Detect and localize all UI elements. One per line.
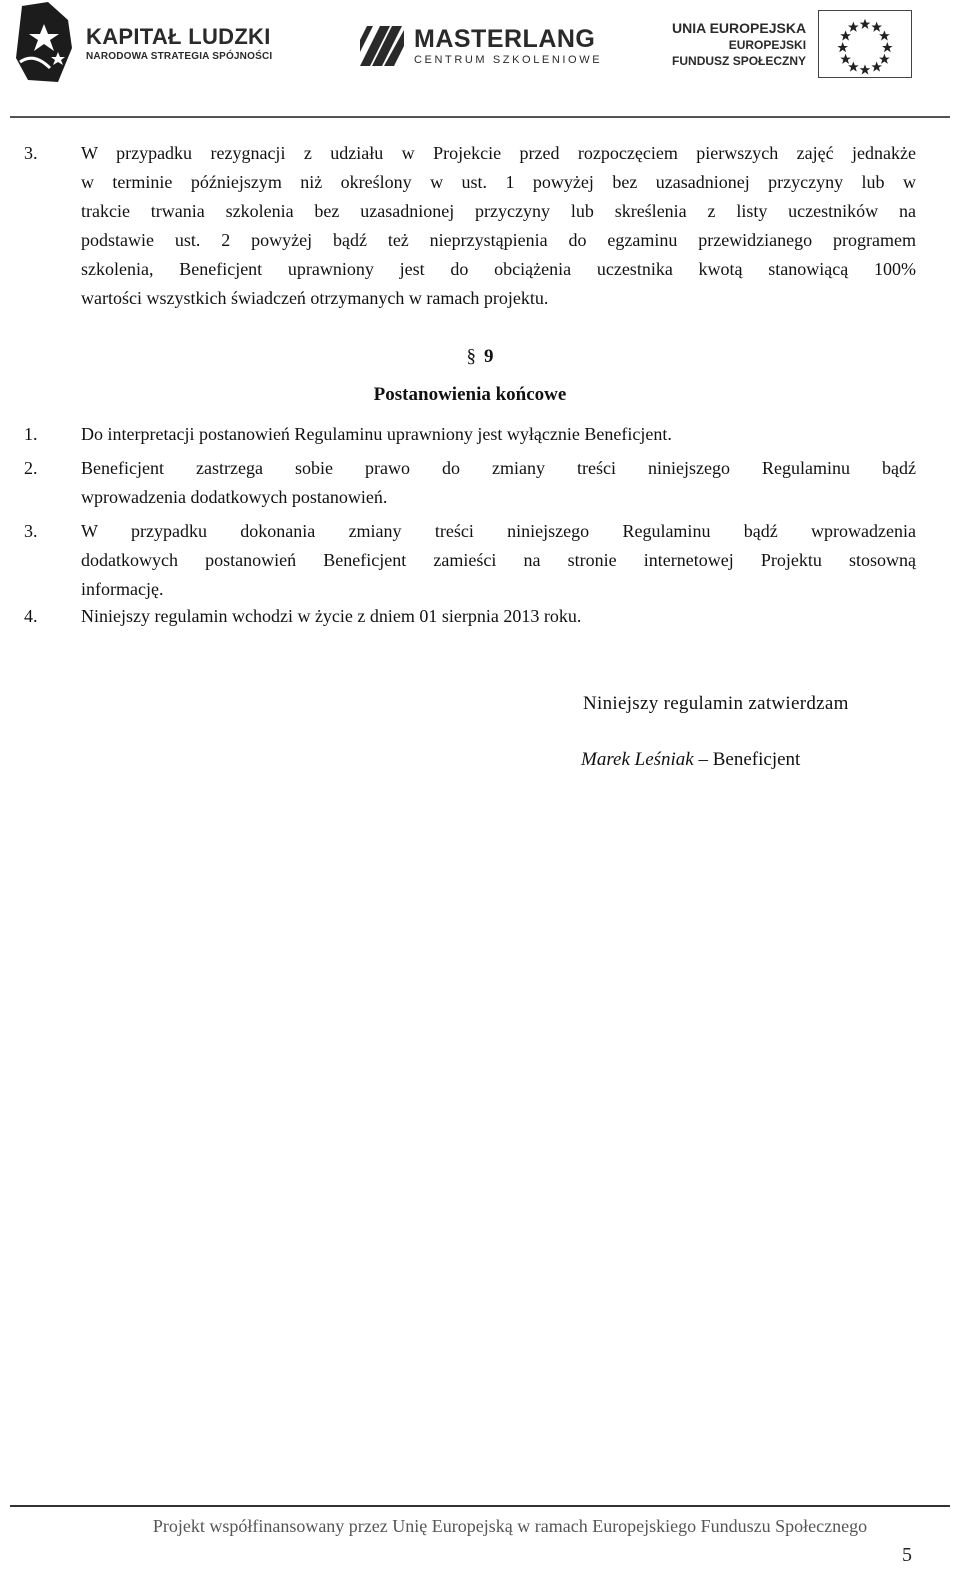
item-number: 3. (24, 521, 38, 541)
kapital-ludzki-logo (14, 2, 272, 84)
header-divider (10, 116, 950, 118)
kapital-ludzki-title: KAPITAŁ LUDZKI (86, 23, 271, 49)
item-text (81, 420, 916, 449)
page-header (0, 0, 960, 100)
eu-title: UNIA EUROPEJSKA (672, 20, 807, 36)
item-line: Do interpretacji postanowień Regulaminu uprawniony jest wyłącznie Beneficjent. (81, 424, 672, 444)
kapital-ludzki-emblem-icon (14, 2, 74, 84)
signatory-dash: – (698, 749, 708, 770)
page-number: 5 (902, 1544, 912, 1566)
top-item-line: wartości wszystkich świadczeń otrzymanych w ramach projektu. (81, 288, 549, 308)
top-item-line: trakcie trwania szkolenia bez uzasadnionej przyczyny lub skreślenia z listy uczestników na (81, 201, 916, 221)
signatory-name: Marek Leśniak (581, 749, 694, 770)
masterlang-subtitle: CENTRUM SZKOLENIOWE (414, 54, 603, 66)
item-text (81, 602, 916, 631)
masterlang-stripes-icon (360, 26, 404, 66)
masterlang-logo (360, 24, 602, 68)
top-item-line: podstawie ust. 2 powyżej bądź też nieprzystąpienia do egzaminu przewidzianego programem (81, 230, 916, 250)
approval-statement: Niniejszy regulamin zatwierdzam (583, 693, 849, 714)
item-number: 1. (24, 424, 38, 444)
eu-fund-line2: FUNDUSZ SPOŁECZNY (672, 54, 807, 68)
item-line: W przypadku dokonania zmiany treści niniejszego Regulaminu bądź wprowadzenia (81, 521, 916, 541)
item-text (81, 517, 916, 604)
eu-flag-icon (818, 10, 912, 78)
item-number: 4. (24, 606, 38, 626)
item-number: 2. (24, 458, 38, 478)
eu-fund-line1: EUROPEJSKI (728, 38, 807, 52)
item-text (81, 454, 916, 512)
top-item-number: 3. (24, 143, 38, 163)
top-item-line: W przypadku rezygnacji z udziału w Projekcie przed rozpoczęciem pierwszych zajęć jednakże (81, 143, 916, 163)
section-number (0, 346, 960, 368)
footer-divider (10, 1505, 950, 1507)
top-item-line: w terminie późniejszym niż określony w ust. 1 powyżej bez uzasadnionej przyczyny lub w (81, 172, 916, 192)
section-title: Postanowienia końcowe (373, 384, 567, 405)
kapital-ludzki-subtitle: NARODOWA STRATEGIA SPÓJNOŚCI (86, 50, 273, 62)
item-line: informację. (81, 579, 164, 599)
masterlang-title: MASTERLANG (414, 25, 596, 53)
section-number-value: 9 (484, 346, 494, 367)
footer-text: Projekt współfinansowany przez Unię Europejską w ramach Europejskiego Funduszu Społecznego (152, 1516, 868, 1536)
item-line: Niniejszy regulamin wchodzi w życie z dniem 01 sierpnia 2013 roku. (81, 606, 582, 626)
item-line: wprowadzenia dodatkowych postanowień. (81, 487, 388, 507)
item-line: Beneficjent zastrzega sobie prawo do zmiany treści niniejszego Regulaminu bądź (81, 458, 916, 478)
signatory-role: Beneficjent (712, 749, 801, 770)
eu-logo (672, 10, 912, 78)
section-symbol: § (466, 346, 476, 367)
item-line: dodatkowych postanowień Beneficjent zamieści na stronie internetowej Projektu stosowną (81, 550, 916, 570)
top-item-text (81, 139, 916, 313)
signatory (581, 749, 800, 771)
top-item-line: szkolenia, Beneficjent uprawniony jest do obciążenia uczestnika kwotą stanowiącą 100% (81, 259, 916, 279)
